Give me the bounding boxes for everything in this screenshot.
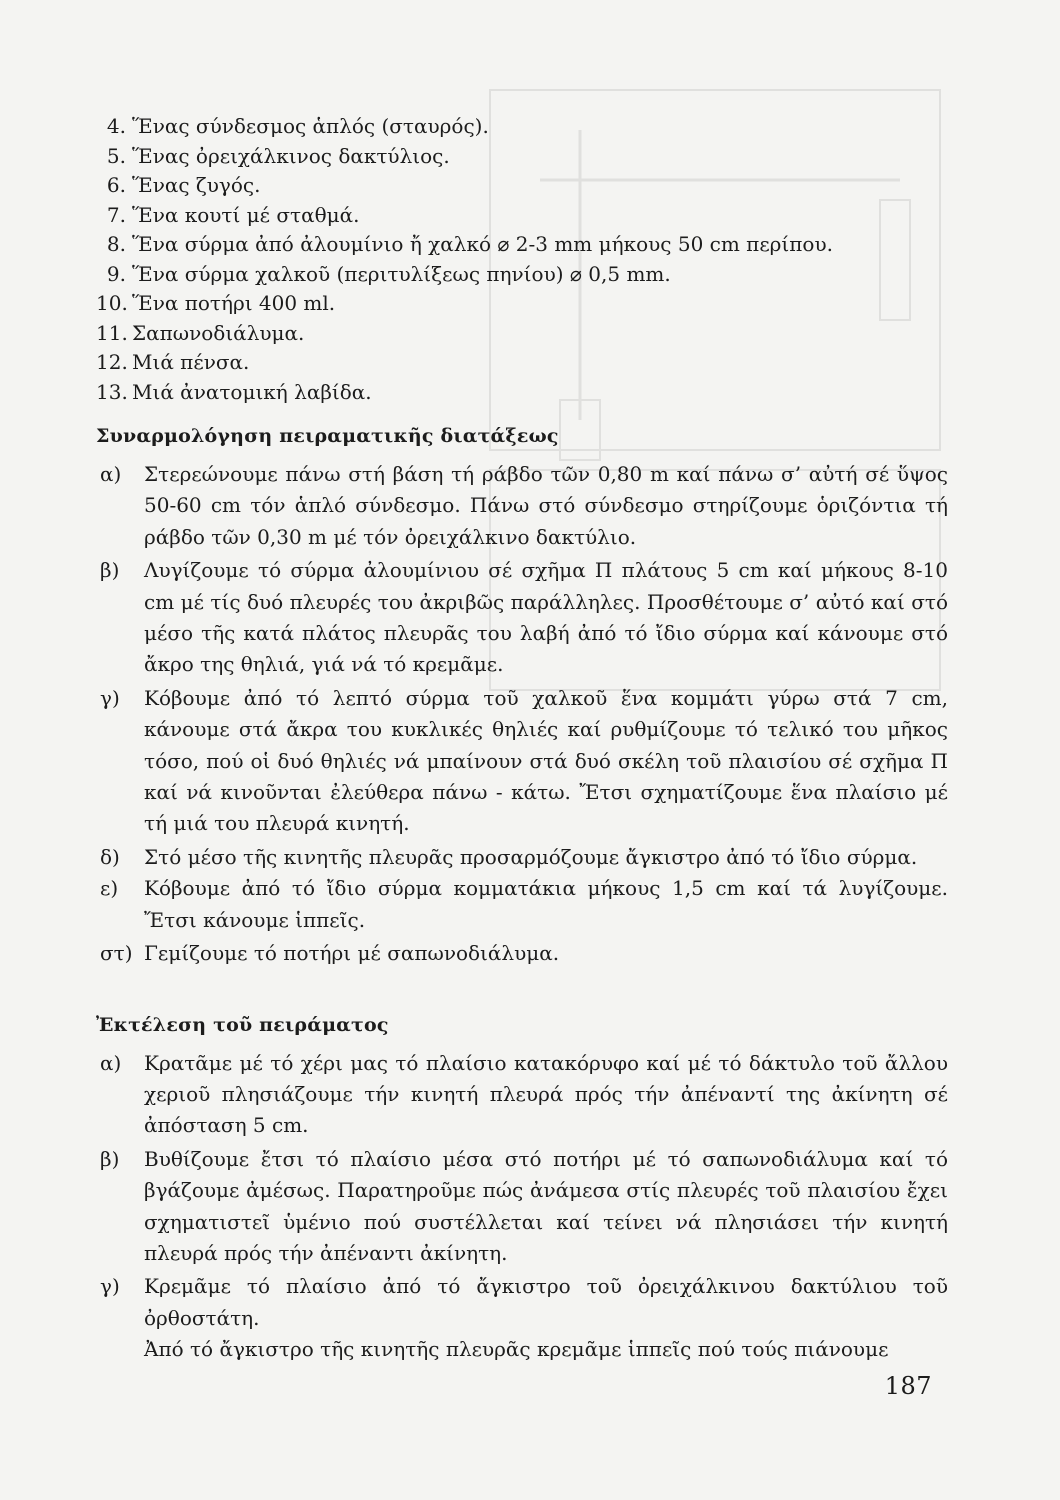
step-text: Γεμίζουμε τό ποτήρι μέ σαπωνοδιάλυμα.: [144, 941, 560, 966]
item-text: Ἕνας ζυγός.: [132, 173, 261, 197]
item-text: Ἕνα κουτί μέ σταθμά.: [132, 202, 360, 227]
step-text: Στό μέσο τῆς κινητῆς πλευρᾶς προσαρμόζουμε ἄγκιστρο ἀπό τό ἴδιο σύρμα.: [144, 844, 918, 869]
materials-list: [96, 112, 948, 407]
item-text: Ἕνα ποτήρι 400 ml.: [132, 291, 336, 315]
step-label: ε): [100, 876, 119, 901]
item-number: 9.: [106, 261, 126, 286]
item-text: Μιά πένσα.: [132, 350, 250, 374]
item-text: Ἕνας σύνδεσμος ἁπλός (σταυρός).: [132, 114, 489, 138]
assembly-step: [96, 683, 948, 840]
item-text: Ἕνας ὀρειχάλκινος δακτύλιος.: [132, 143, 450, 168]
step-text: Κρατᾶμε μέ τό χέρι μας τό πλαίσιο κατακόρυφο καί μέ τό δάκτυλο τοῦ ἄλλου χεριοῦ πλησιάζουμε τήν κινητή πλευρά πρός τήν ἀπέναντί της ἀκίνητη σέ ἀπόσταση 5 cm.: [144, 1050, 948, 1138]
list-item: [96, 289, 948, 319]
step-text: Λυγίζουμε τό σύρμα ἀλουμίνιου σέ σχῆμα Π πλάτους 5 cm καί μήκους 8-10 cm μέ τίς δυό πλευρές του ἀκριβῶς παράλληλες. Προσθέτουμε σ’ αὐτό καί στό μέσο τῆς κατά πλάτος πλευρᾶς του λαβή ἀπό τό ἴδιο σύρμα καί κάνουμε στό ἄκρο της θηλιά, γιά νά τό κρεμᾶμε.: [144, 558, 948, 677]
step-text: Κόβουμε ἀπό τό ἴδιο σύρμα κομματάκια μήκους 1,5 cm καί τά λυγίζουμε. Ἔτσι κάνουμε ἱππεῖς.: [144, 876, 948, 932]
assembly-step: [96, 938, 948, 969]
assembly-steps: [96, 459, 948, 970]
step-label: β): [100, 1146, 120, 1171]
item-number: 6.: [106, 173, 126, 197]
execution-step: [96, 1048, 948, 1142]
step-text: Κόβουμε ἀπό τό λεπτό σύρμα τοῦ χαλκοῦ ἕνα κομμάτι γύρω στά 7 cm, κάνουμε στά ἄκρα του κυκλικές θηλιές καί ρυθμίζουμε τό τελικό του μῆκος τόσο, πού οἱ δυό θηλιές νά μπαίνουν στά δυό σκέλη τοῦ πλαισίου σέ σχῆμα Π καί νά κινοῦνται ἐλεύθερα πάνω - κάτω. Ἔτσι σχηματίζουμε ἕνα πλαίσιο μέ τή μιά του πλευρά κινητή.: [144, 685, 948, 836]
document-page: [96, 112, 948, 1365]
step-label: γ): [100, 1274, 120, 1299]
continuation-paragraph: Ἀπό τό ἄγκιστρο τῆς κινητῆς πλευρᾶς κρεμᾶμε ἱππεῖς πού τούς πιάνουμε: [144, 1337, 889, 1362]
step-label: α): [100, 462, 122, 486]
assembly-heading: Συναρμολόγηση πειραματικῆς διατάξεως: [96, 425, 559, 447]
assembly-step: [96, 842, 948, 873]
step-label: στ): [100, 941, 133, 966]
item-text: Μιά ἀνατομική λαβίδα.: [132, 379, 372, 404]
execution-heading: Ἐκτέλεση τοῦ πειράματος: [96, 1013, 389, 1036]
list-item: [96, 142, 948, 172]
item-number: 12.: [96, 350, 128, 374]
step-text: Βυθίζουμε ἔτσι τό πλαίσιο μέσα στό ποτήρι μέ τό σαπωνοδιάλυμα καί τό βγάζουμε ἀμέσως. Παρατηροῦμε πώς ἀνάμεσα στίς πλευρές τοῦ πλαισίου ἔχει σχηματιστεῖ ὑμένιο πού συστέλλεται καί τείνει νά πλησιάσει τήν κινητή πλευρά πρός τήν ἀπέναντι ἀκίνητη.: [144, 1146, 948, 1265]
step-text: Στερεώνουμε πάνω στή βάση τή ράβδο τῶν 0,80 m καί πάνω σ’ αὐτή σέ ὕψος 50-60 cm τόν ἁπλό σύνδεσμο. Πάνω στό σύνδεσμο στηρίζουμε ὁριζόντια τή ράβδο τῶν 0,30 m μέ τόν ὀρειχάλκινο δακτύλιο.: [144, 462, 948, 549]
step-label: γ): [100, 685, 120, 710]
item-number: 11.: [96, 320, 128, 345]
step-label: β): [100, 558, 120, 583]
list-item: [96, 230, 948, 260]
list-item: [96, 201, 948, 231]
list-item: [96, 378, 948, 408]
execution-step: [96, 1271, 948, 1334]
item-number: 4.: [106, 114, 126, 138]
execution-steps: [96, 1048, 948, 1366]
assembly-step: [96, 555, 948, 681]
execution-step: [96, 1144, 948, 1270]
list-item: [96, 112, 948, 142]
item-text: Σαπωνοδιάλυμα.: [132, 320, 305, 345]
step-label: δ): [100, 844, 120, 869]
item-text: Ἕνα σύρμα ἀπό ἀλουμίνιο ἤ χαλκό ⌀ 2-3 mm μήκους 50 cm περίπου.: [132, 232, 833, 256]
assembly-step: [96, 459, 948, 553]
item-number: 10.: [96, 291, 128, 315]
item-number: 8.: [106, 232, 126, 256]
list-item: [96, 171, 948, 201]
list-item: [96, 260, 948, 290]
step-text: Κρεμᾶμε τό πλαίσιο ἀπό τό ἄγκιστρο τοῦ ὀρειχάλκινου δακτύλιου τοῦ ὀρθοστάτη.: [144, 1274, 948, 1330]
list-item: [96, 319, 948, 349]
list-item: [96, 348, 948, 378]
step-label: α): [100, 1050, 122, 1075]
item-number: 5.: [106, 143, 126, 168]
assembly-step: [96, 873, 948, 936]
page-number: 187: [884, 1372, 932, 1400]
item-number: 7.: [106, 202, 126, 227]
item-text: Ἕνα σύρμα χαλκοῦ (περιτυλίξεως πηνίου) ⌀ 0,5 mm.: [132, 261, 671, 286]
item-number: 13.: [96, 379, 128, 404]
